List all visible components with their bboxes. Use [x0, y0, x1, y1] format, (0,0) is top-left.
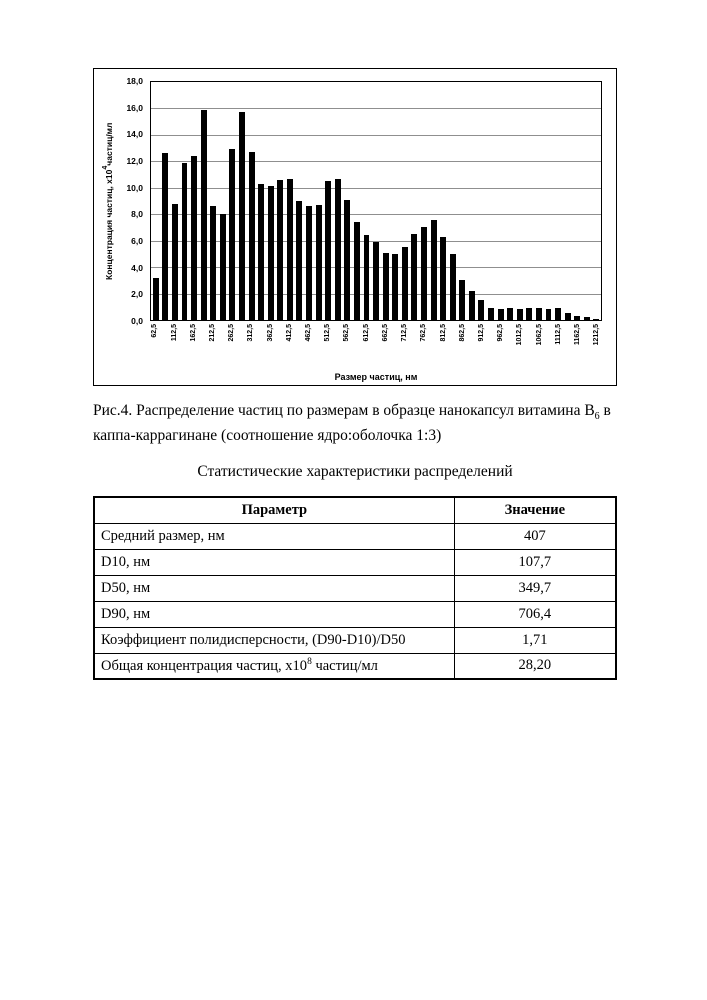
x-tick-slot	[409, 324, 419, 370]
x-tick-label: 862,5	[458, 324, 466, 342]
y-axis-title-units: частиц/мл	[103, 122, 114, 166]
table-row	[94, 627, 616, 653]
bar	[344, 200, 350, 320]
x-tick-label: 662,5	[381, 324, 389, 342]
x-tick-label: 62,5	[151, 324, 159, 338]
x-tick-slot	[525, 324, 535, 370]
x-tick-slot	[582, 324, 592, 370]
bar-slot	[381, 82, 391, 320]
x-tick-label: 1062,5	[535, 324, 543, 346]
bar	[239, 112, 245, 320]
x-tick-slot	[198, 324, 208, 370]
bar	[565, 313, 571, 320]
x-tick-label: 212,5	[208, 324, 216, 342]
value-cell: 407	[454, 523, 616, 549]
bar-slot	[256, 82, 266, 320]
bar	[450, 254, 456, 320]
x-tick-label: 1162,5	[574, 324, 582, 346]
bar	[507, 308, 513, 320]
x-tick-slot	[265, 324, 275, 370]
y-tick-label: 12,0	[126, 155, 143, 166]
x-tick-slot	[390, 324, 400, 370]
value-cell: 107,7	[454, 549, 616, 575]
x-tick-slot	[429, 324, 439, 370]
x-tick-slot	[236, 324, 246, 370]
x-tick-label: 1212,5	[593, 324, 601, 346]
x-tick-label: 762,5	[420, 324, 428, 342]
table-header-row	[94, 497, 616, 523]
bar	[268, 186, 274, 320]
bar	[182, 163, 188, 320]
x-tick-label: 612,5	[362, 324, 370, 342]
x-tick-slot	[208, 324, 218, 370]
x-tick-slot	[294, 324, 304, 370]
x-tick-slot	[342, 324, 352, 370]
y-axis-title-superscript: 4	[101, 165, 109, 170]
value-cell: 28,20	[454, 653, 616, 679]
bar-slot	[170, 82, 180, 320]
bar-slot	[199, 82, 209, 320]
y-tick-label: 14,0	[126, 129, 143, 140]
x-tick-slot	[333, 324, 343, 370]
bar-slot	[228, 82, 238, 320]
y-tick-label: 0,0	[131, 316, 143, 326]
bar	[201, 110, 207, 320]
x-tick-slot	[467, 324, 477, 370]
bar-slot	[505, 82, 515, 320]
y-tick-label: 8,0	[131, 209, 143, 220]
caption-text: Рис.4. Распределение частиц по размерам в образце нанокапсул витамина В	[93, 402, 595, 419]
y-axis-ticks	[114, 76, 146, 326]
parameter-cell: D90, нм	[94, 601, 454, 627]
bar-slot	[496, 82, 506, 320]
x-tick-slot	[352, 324, 362, 370]
bar	[402, 247, 408, 320]
x-tick-label: 362,5	[266, 324, 274, 342]
x-tick-slot	[169, 324, 179, 370]
bar-slot	[247, 82, 257, 320]
bar-slot	[362, 82, 372, 320]
x-tick-slot	[227, 324, 237, 370]
bar	[249, 152, 255, 320]
bar	[277, 180, 283, 320]
x-tick-slot	[419, 324, 429, 370]
bar-slot	[218, 82, 228, 320]
bar	[517, 309, 523, 320]
bar-slot	[208, 82, 218, 320]
x-tick-slot	[371, 324, 381, 370]
bar	[593, 319, 599, 320]
header-value: Значение	[454, 497, 616, 523]
bar	[153, 278, 159, 320]
table-row	[94, 653, 616, 679]
bar	[354, 222, 360, 320]
bar	[220, 214, 226, 320]
x-tick-slot	[573, 324, 583, 370]
parameter-cell: Средний размер, нм	[94, 523, 454, 549]
x-tick-slot	[179, 324, 189, 370]
x-tick-label: 962,5	[497, 324, 505, 342]
parameter-cell: Общая концентрация частиц, $х10^8$ частиц/мл	[94, 653, 454, 679]
header-parameter: Параметр	[94, 497, 454, 523]
y-tick-label: 10,0	[126, 182, 143, 193]
bar	[498, 309, 504, 320]
figure-caption	[93, 400, 623, 447]
bar-slot	[237, 82, 247, 320]
x-tick-slot	[515, 324, 525, 370]
bar-slot	[515, 82, 525, 320]
bar	[536, 308, 542, 320]
x-tick-slot	[534, 324, 544, 370]
bar-slot	[477, 82, 487, 320]
x-tick-slot	[256, 324, 266, 370]
particle-size-distribution-chart	[93, 68, 617, 386]
bar	[325, 181, 331, 320]
bar-slot	[563, 82, 573, 320]
bar-slot	[323, 82, 333, 320]
x-tick-label: 712,5	[401, 324, 409, 342]
x-tick-slot	[381, 324, 391, 370]
bar	[210, 206, 216, 320]
bar	[306, 206, 312, 320]
x-tick-slot	[304, 324, 314, 370]
bar	[431, 220, 437, 320]
x-tick-label: 112,5	[170, 324, 178, 342]
x-tick-slot	[361, 324, 371, 370]
bar-slot	[343, 82, 353, 320]
y-tick-label: 2,0	[131, 289, 143, 300]
value-cell: 1,71	[454, 627, 616, 653]
bar	[584, 317, 590, 320]
bar	[421, 227, 427, 320]
bar-series	[151, 82, 601, 320]
bar-slot	[314, 82, 324, 320]
value-cell: 349,7	[454, 575, 616, 601]
bar-slot	[553, 82, 563, 320]
bar	[411, 234, 417, 320]
bar	[574, 316, 580, 320]
bar-slot	[438, 82, 448, 320]
bar	[229, 149, 235, 320]
bar	[440, 237, 446, 320]
x-tick-slot	[592, 324, 602, 370]
x-axis-title: Размер частиц, нм	[334, 372, 418, 382]
table-title: Статистические характеристики распределений	[197, 463, 513, 480]
parameter-superscript: 8	[307, 656, 312, 667]
x-tick-slot	[275, 324, 285, 370]
bar-slot	[352, 82, 362, 320]
bar-slot	[304, 82, 314, 320]
y-tick-label: 16,0	[126, 102, 143, 113]
bar	[373, 242, 379, 320]
x-axis-ticks	[150, 324, 602, 370]
bar	[555, 308, 561, 320]
bar	[469, 291, 475, 320]
bar	[335, 179, 341, 320]
y-axis-title-text: Концентрация частиц, х10	[103, 169, 114, 280]
x-tick-slot	[160, 324, 170, 370]
x-tick-label: 262,5	[228, 324, 236, 342]
y-axis-title	[101, 81, 114, 321]
x-tick-label: 562,5	[343, 324, 351, 342]
bar-slot	[189, 82, 199, 320]
bar-slot	[419, 82, 429, 320]
x-tick-label: 1012,5	[516, 324, 524, 346]
bar	[287, 179, 293, 320]
bar-slot	[333, 82, 343, 320]
x-tick-slot	[438, 324, 448, 370]
bar-slot	[592, 82, 602, 320]
bar-slot	[458, 82, 468, 320]
parameter-cell: D50, нм	[94, 575, 454, 601]
y-tick-label: 4,0	[131, 262, 143, 273]
x-tick-slot	[188, 324, 198, 370]
bar-slot	[180, 82, 190, 320]
x-tick-slot	[486, 324, 496, 370]
bar	[459, 280, 465, 320]
bar-slot	[266, 82, 276, 320]
x-tick-slot	[313, 324, 323, 370]
bar	[258, 184, 264, 320]
parameter-cell: Коэффициент полидисперсности, (D90-D10)/D50	[94, 627, 454, 653]
caption-subscript: 6	[594, 411, 600, 423]
bar	[383, 253, 389, 320]
x-tick-slot	[400, 324, 410, 370]
bar	[316, 205, 322, 320]
bar-slot	[467, 82, 477, 320]
x-tick-slot	[496, 324, 506, 370]
stats-table	[93, 496, 617, 680]
bar-slot	[161, 82, 171, 320]
bar-slot	[295, 82, 305, 320]
x-tick-slot	[458, 324, 468, 370]
y-tick-label: 18,0	[126, 76, 143, 86]
bar	[478, 300, 484, 320]
bar-slot	[448, 82, 458, 320]
x-tick-slot	[150, 324, 160, 370]
x-tick-label: 1112,5	[554, 324, 562, 345]
x-tick-slot	[246, 324, 256, 370]
table-row	[94, 549, 616, 575]
parameter-cell: D10, нм	[94, 549, 454, 575]
x-tick-slot	[448, 324, 458, 370]
value-cell: 706,4	[454, 601, 616, 627]
y-tick-label: 6,0	[131, 235, 143, 246]
bar-slot	[582, 82, 592, 320]
bar-slot	[525, 82, 535, 320]
bar	[364, 235, 370, 320]
x-tick-label: 462,5	[305, 324, 313, 342]
bar	[488, 308, 494, 320]
x-tick-label: 162,5	[189, 324, 197, 342]
bar	[546, 309, 552, 320]
x-tick-label: 312,5	[247, 324, 255, 342]
bar-slot	[486, 82, 496, 320]
plot-area	[150, 81, 602, 321]
x-tick-label: 512,5	[324, 324, 332, 342]
table-row	[94, 575, 616, 601]
bar-slot	[151, 82, 161, 320]
x-tick-label: 412,5	[285, 324, 293, 342]
bar-slot	[276, 82, 286, 320]
bar-slot	[429, 82, 439, 320]
bar-slot	[390, 82, 400, 320]
bar	[296, 201, 302, 320]
bar	[172, 204, 178, 320]
bar-slot	[410, 82, 420, 320]
x-tick-slot	[217, 324, 227, 370]
table-row	[94, 601, 616, 627]
bar-slot	[534, 82, 544, 320]
x-tick-label: 812,5	[439, 324, 447, 342]
x-tick-slot	[544, 324, 554, 370]
bar	[191, 156, 197, 320]
x-tick-slot	[554, 324, 564, 370]
x-tick-slot	[285, 324, 295, 370]
x-tick-slot	[506, 324, 516, 370]
bar-slot	[285, 82, 295, 320]
caption-text-continued: в каппа-каррагинане (соотношение ядро:оболочка 1:3)	[93, 402, 611, 444]
bar-slot	[400, 82, 410, 320]
bar-slot	[544, 82, 554, 320]
x-tick-label: 912,5	[478, 324, 486, 342]
x-tick-slot	[477, 324, 487, 370]
bar	[526, 308, 532, 320]
x-tick-slot	[323, 324, 333, 370]
bar-slot	[572, 82, 582, 320]
table-row	[94, 523, 616, 549]
bar	[162, 153, 168, 320]
x-tick-slot	[563, 324, 573, 370]
bar-slot	[371, 82, 381, 320]
bar	[392, 254, 398, 320]
